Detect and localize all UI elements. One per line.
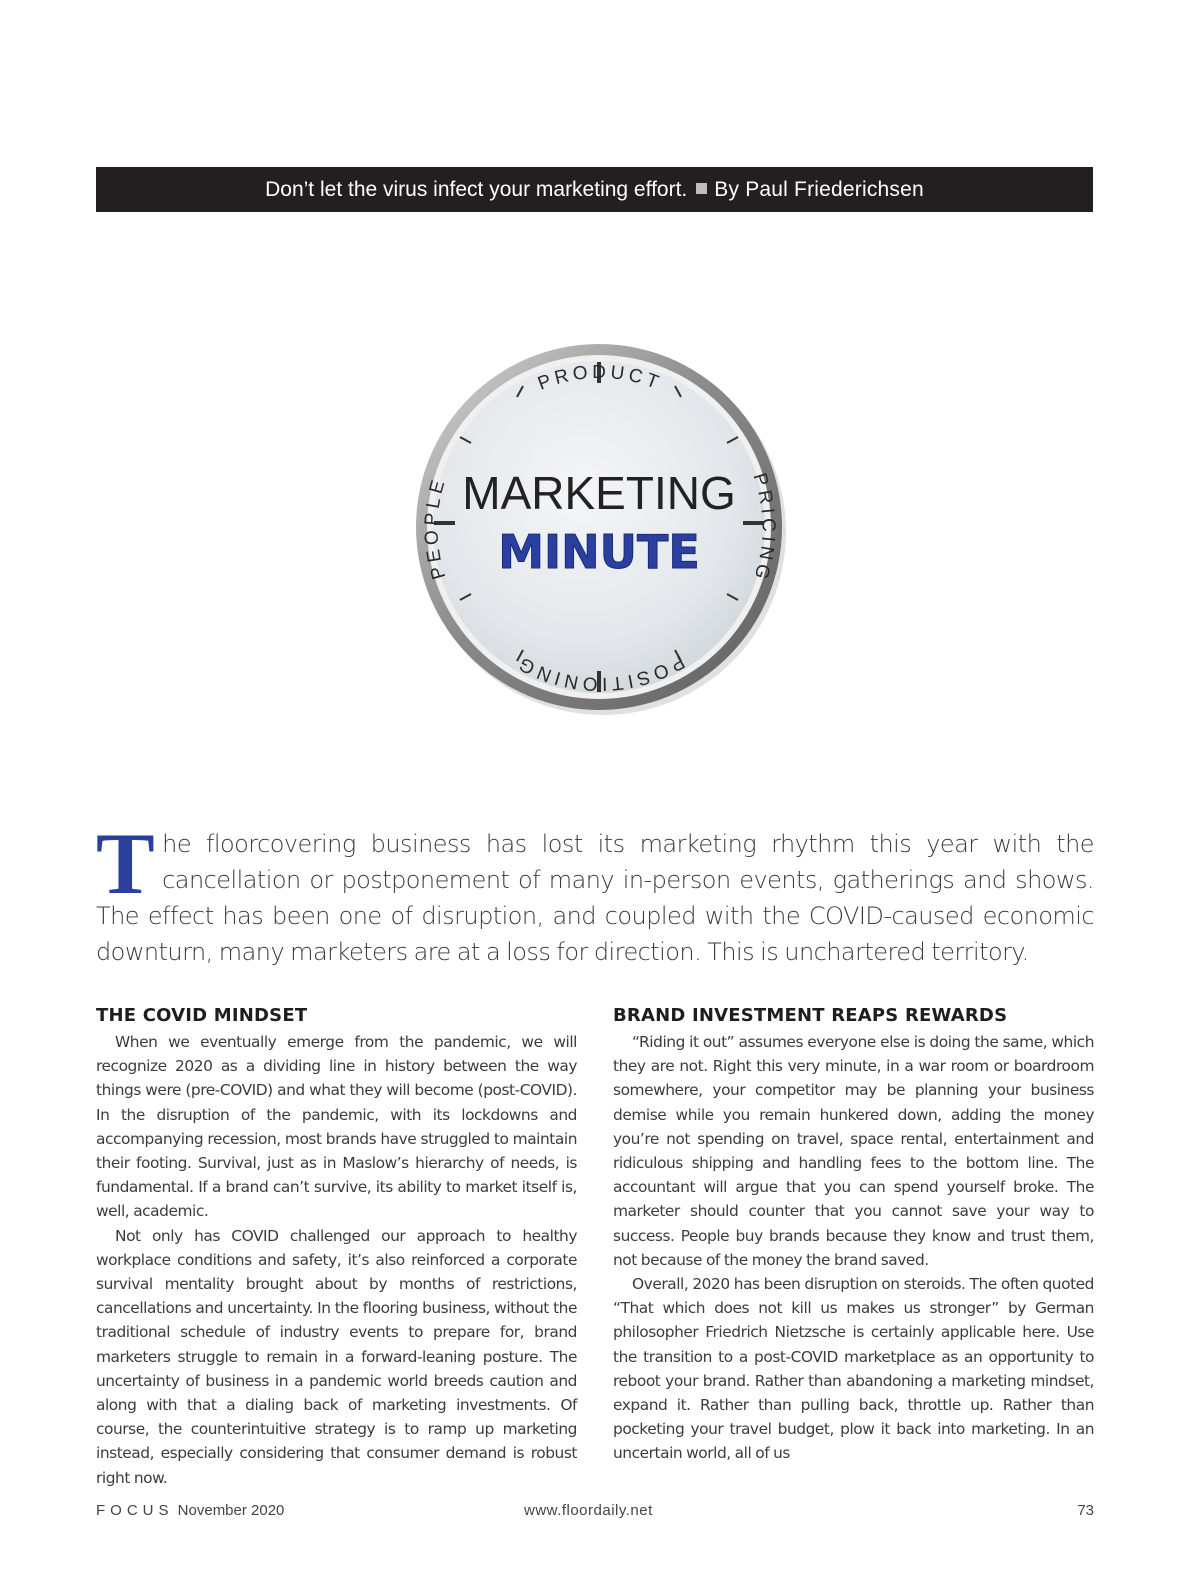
body-paragraph: Not only has COVID challenged our approach to healthy workplace conditions and safety, it’s also reinforced a corporate survival mentality brought about by months of restrictions, cancellations and uncertainty. In the flooring business, without the traditional schedule of industry events to prepare for, brand marketers struggle to remain in a forward-leaning posture. The uncertainty of business in a pandemic world breeds caution and along with that a dialing back of marketing investments. Of course, the counterintuitive strategy is to ramp up marketing instead, especially considering that consumer demand is robust right now.	[96, 1226, 577, 1487]
right-column	[613, 1004, 1094, 1466]
footer-magazine-name: FOCUS	[96, 1502, 174, 1519]
marketing-minute-logo	[370, 298, 830, 758]
body-paragraph: “Riding it out” assumes everyone else is doing the same, which they are not. Right this very minute, in a war room or boardroom somewhere, your competitor may be planning your business demise while you remain hunkered down, adding the money you’re not spending on travel, space rental, entertainment and ridiculous shipping and handling fees to the bottom line. The accountant will argue that you can spend yourself broke. The marketer should counter that you cannot save your way to success. People buy brands because they know and trust them, not because of the money the brand saved.	[613, 1033, 1094, 1269]
logo-title-marketing: MARKETING	[462, 467, 736, 519]
intro-paragraph	[96, 816, 1094, 970]
logo-word-people: PEOPLE	[421, 474, 451, 582]
headline-banner	[96, 167, 1093, 212]
intro-text: he floorcovering business has lost its marketing rhythm this year with the cancellation or postponement of many in-person events, gatherings and shows. The effect has been one of disruption, and coupled with the COVID-caused economic downturn, many marketers are at a loss for direction. This is unchartered territory.	[96, 830, 1094, 966]
logo-word-pricing: PRICING	[748, 470, 779, 586]
logo-word-positioning: POSITIONING	[512, 650, 688, 695]
section-heading-covid-mindset: THE COVID MINDSET	[96, 1005, 308, 1026]
logo-word-product: PRODUCT	[535, 361, 665, 395]
footer-website-link[interactable]: www.floordaily.net	[524, 1502, 653, 1519]
author-byline: By Paul Friederichsen	[714, 177, 924, 201]
left-column	[96, 1004, 577, 1490]
clock-logo-graphic	[370, 298, 830, 758]
body-paragraph: Overall, 2020 has been disruption on steroids. The often quoted “That which does not kill us makes us stronger” by German philosopher Friedrich Nietzsche is certainly applicable here. Use the transition to a post-COVID marketplace as an opportunity to reboot your brand. Rather than abandoning a marketing mindset, expand it. Rather than pulling back, throttle up. Rather than pocketing your travel budget, plow it back into marketing. In an uncertain world, all of us	[613, 1275, 1094, 1463]
footer-issue-date: November 2020	[177, 1502, 285, 1519]
section-heading-brand-investment: BRAND INVESTMENT REAPS REWARDS	[613, 1005, 1008, 1026]
page-number: 73	[1077, 1502, 1094, 1519]
drop-cap: T	[96, 816, 155, 913]
article-subtitle: Don’t let the virus infect your marketing effort.	[265, 177, 688, 201]
body-paragraph: When we eventually emerge from the pandemic, we will recognize 2020 as a dividing line in history between the way things were (pre-COVID) and what they will become (post-COVID). In the disruption of the pandemic, with its lockdowns and accompanying recession, most brands have struggled to maintain their footing. Survival, just as in Maslow’s hierarchy of needs, is fundamental. If a brand can’t survive, its ability to market itself is, well, academic.	[96, 1033, 577, 1221]
square-bullet-icon	[696, 183, 707, 194]
logo-title-minute: MINUTE	[498, 525, 700, 579]
footer-publication	[96, 1502, 284, 1519]
page-footer	[96, 1502, 1094, 1526]
